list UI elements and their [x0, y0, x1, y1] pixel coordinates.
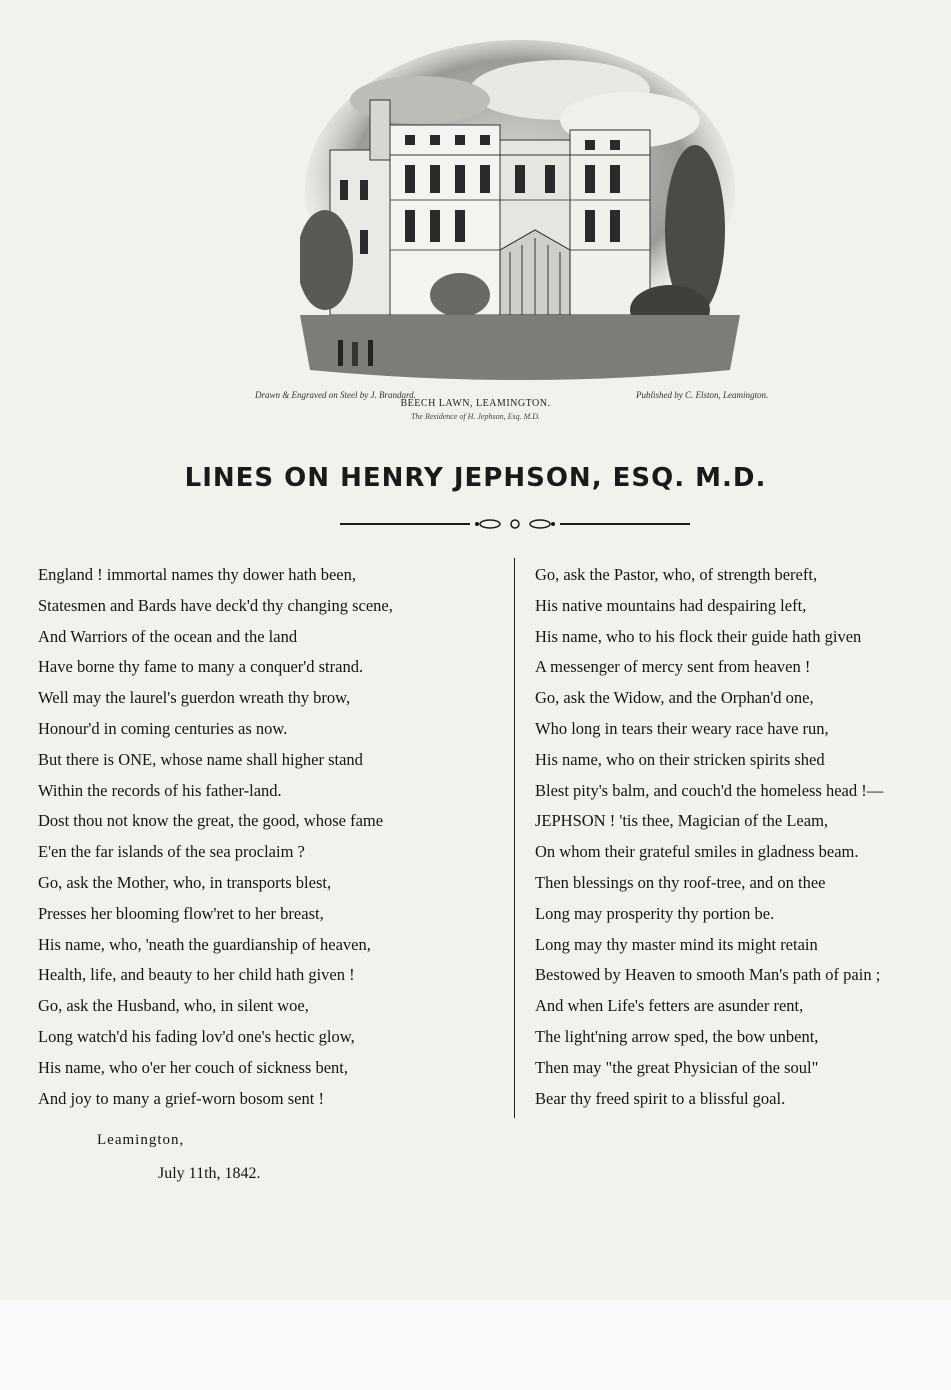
poem-line: His name, who on their stricken spirits shed [535, 749, 825, 769]
page-footer [0, 1300, 951, 1390]
poem-line: Go, ask the Widow, and the Orphan'd one, [535, 688, 814, 708]
poem-line: The light'ning arrow sped, the bow unbent, [535, 1026, 819, 1046]
poem-line: JEPHSON ! 'tis thee, Magician of the Leam, [535, 811, 829, 831]
poem-line: On whom their grateful smiles in gladness beam. [535, 842, 859, 862]
poem-line: Go, ask the Mother, who, in transports blest, [38, 872, 332, 892]
poem-line: Go, ask the Husband, who, in silent woe, [38, 996, 309, 1016]
poem-line: Well may the laurel's guerdon wreath thy brow, [38, 688, 351, 708]
poem-line: Long may thy master mind its might retain [535, 934, 818, 954]
column-divider [514, 558, 515, 1118]
poem-line: Long watch'd his fading lov'd one's hectic glow, [38, 1026, 355, 1046]
engraving-title: BEECH LAWN, LEAMINGTON. [400, 398, 551, 409]
poem-line: His name, who, 'neath the guardianship of heaven, [38, 934, 371, 954]
poem-line: Have borne thy fame to many a conquer'd strand. [38, 657, 364, 677]
engraving-subtitle: The Residence of H. Jephson, Esq. M.D. [410, 412, 541, 421]
date-signature: July 11th, 1842. [158, 1165, 261, 1182]
poem-line: And when Life's fetters are asunder rent, [535, 996, 804, 1016]
poem-line: Who long in tears their weary race have run, [535, 718, 829, 738]
poem-line: A messenger of mercy sent from heaven ! [535, 657, 811, 677]
poem-line: Blest pity's balm, and couch'd the homeless head !— [535, 780, 884, 800]
poem-line: His native mountains had despairing left, [535, 595, 807, 615]
poem-line: His name, who to his flock their guide hath given [535, 626, 862, 646]
poem-line: But there is ONE, whose name shall higher stand [38, 749, 363, 769]
engraver-credit: Drawn & Engraved on Steel by J. Brandard. [255, 390, 416, 400]
poem-line: Then may "the great Physician of the soul" [535, 1057, 819, 1077]
poem-line: Go, ask the Pastor, who, of strength bereft, [535, 565, 818, 584]
ornamental-rule [340, 516, 690, 532]
poem-line: Then blessings on thy roof-tree, and on thee [535, 872, 826, 892]
poem-line: Bestowed by Heaven to smooth Man's path of pain ; [535, 965, 881, 985]
poem-line: Health, life, and beauty to her child hath given ! [38, 965, 355, 985]
place-signature: Leamington, [97, 1132, 185, 1148]
poem-line: Dost thou not know the great, the good, whose fame [38, 811, 384, 831]
poem-line: And joy to many a grief-worn bosom sent ! [38, 1088, 324, 1108]
poem-line: Within the records of his father-land. [38, 780, 282, 800]
poem-line: His name, who o'er her couch of sickness bent, [38, 1057, 348, 1077]
engraving-image [300, 40, 740, 400]
poem-line: E'en the far islands of the sea proclaim ? [38, 842, 305, 862]
poem-line: Bear thy freed spirit to a blissful goal. [535, 1088, 786, 1108]
publisher-credit: Published by C. Elston, Leamington. [636, 390, 769, 400]
poem-line: Honour'd in coming centuries as now. [38, 718, 288, 738]
poem-right-column [535, 560, 883, 1114]
poem-title: LINES ON HENRY JEPHSON, ESQ. M.D. [184, 463, 767, 493]
poem-line: Statesmen and Bards have deck'd thy changing scene, [38, 595, 393, 615]
poem-line: Presses her blooming flow'ret to her breast, [38, 903, 324, 923]
poem-left-column [38, 560, 393, 1114]
poem-line: England ! immortal names thy dower hath been, [38, 565, 356, 584]
poem-line: And Warriors of the ocean and the land [38, 626, 298, 646]
poem-line: Long may prosperity thy portion be. [535, 903, 775, 923]
